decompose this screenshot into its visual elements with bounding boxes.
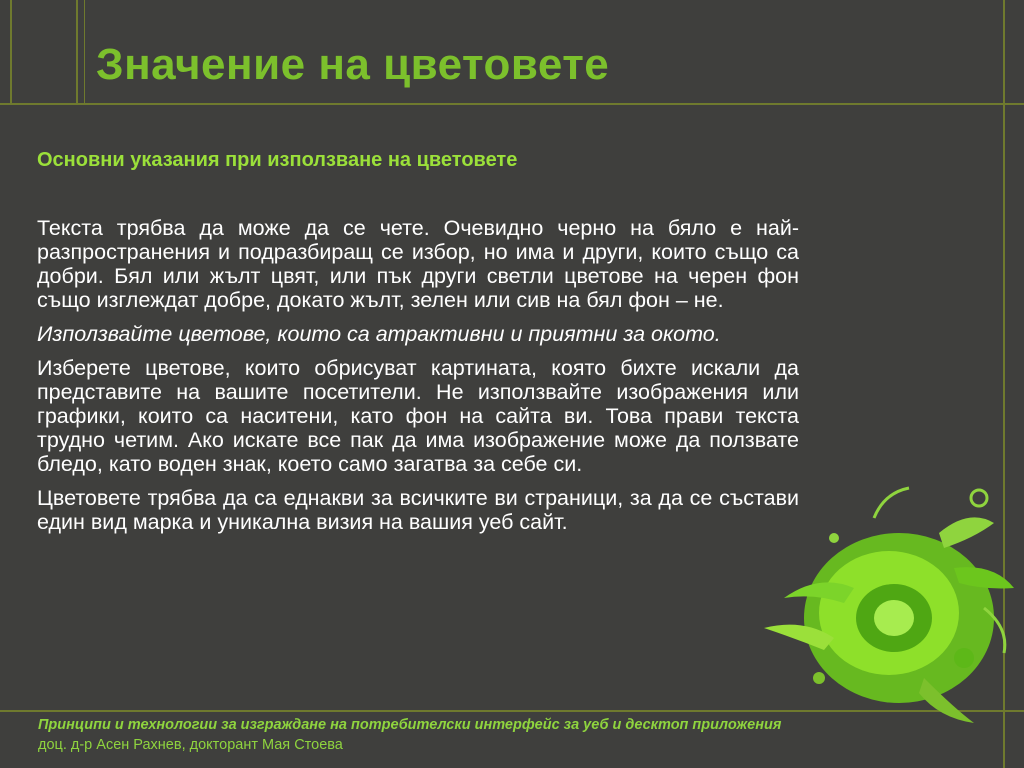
slide-subtitle: Основни указания при използване на цветовете [37,149,518,171]
left-vertical-rule-1 [10,0,12,105]
paragraph-consistent-colors: Цветовете трябва да са еднакви за всичките ви страници, за да се състави един вид марка и уникална визия на вашия уеб сайт. [37,486,799,534]
footer-authors: доц. д-р Асен Рахнев, докторант Мая Стоева [38,737,343,753]
footer-course-title: Принципи и технологии за изграждане на потребителски интерфейс за уеб и десктоп приложения [38,717,782,733]
slide-title: Значение на цветовете [96,40,610,89]
left-vertical-rule-3 [84,0,85,105]
left-vertical-rule-2 [76,0,78,105]
slide-content [37,148,799,544]
paragraph-readability: Текста трябва да може да се чете. Очевидно черно на бяло е най-разпространения и подразбиращ се избор, но има и други, които също са добри. Бял или жълт цвят, или пък други светли цветове на черен фон също изглеждат добре, докато жълт, зелен или сив на бял фон – не. [37,216,799,312]
paragraph-choose-colors: Изберете цветове, които обрисуват картината, която бихте искали да представите на вашите посетители. Не използвайте изображения или графики, които са наситени, като фон на сайта ви. Това прави текста трудно четим. Ако искате все пак да има изображение може да ползвате бледо, като воден знак, което само загатва за себе си. [37,356,799,476]
top-horizontal-rule [0,103,1024,105]
paragraph-attractive-colors: Използвайте цветове, които са атрактивни и приятни за окото. [37,322,721,346]
